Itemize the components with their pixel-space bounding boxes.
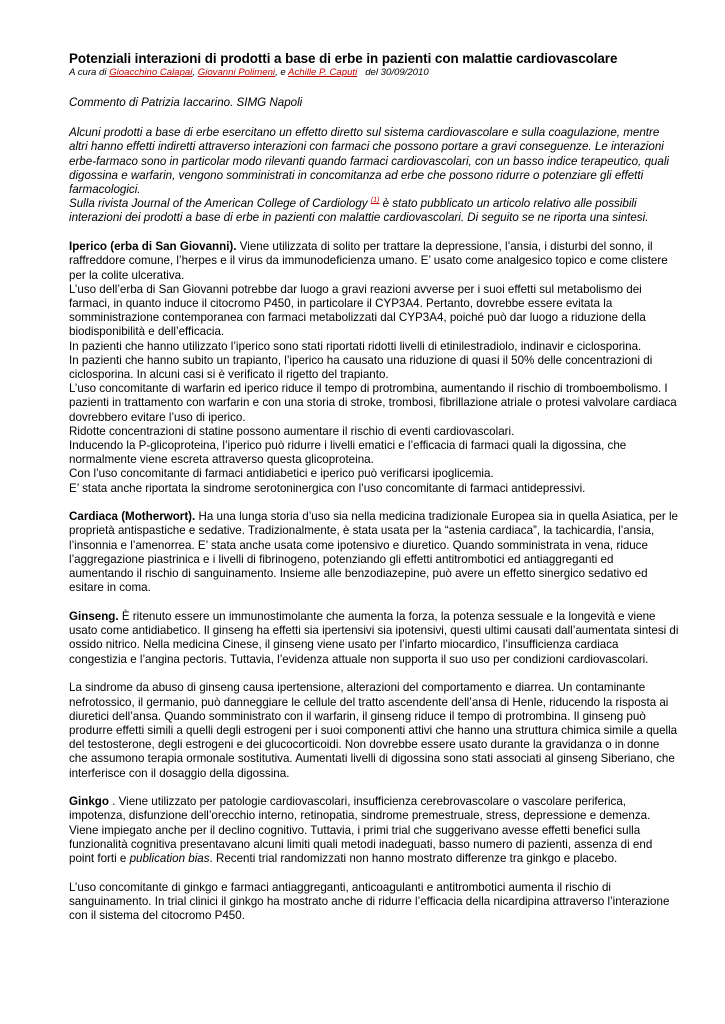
intro-paragraph: Alcuni prodotti a base di erbe esercitano un effetto diretto sul sistema cardiovascolare e sulla coagulazione, mentre altri hanno effetti indiretti attraverso interazioni con farmaci che possono portare a gravi conseguenze. Le interazioni erbe-farmaco sono in particolar modo rilevanti quando farmaci cardiovascolari, con un basso indice terapeutico, quali digossina e warfarin, vengono somministrati in concomitanza ad erbe che possono ridurre o potenziare gli effetti farmacologici.: [69, 126, 669, 197]
reference-link[interactable]: (1): [370, 197, 380, 205]
author-separator: , e: [275, 67, 289, 78]
author-separator: ,: [192, 67, 198, 78]
journal-text-after: è stato pubblicato un articolo relativo alle possibili interazioni dei prodotti a base di erbe in pazienti con malattie cardiovascolari. Di seguito se ne riporta una sintesi.: [69, 197, 649, 225]
cardiaca-paragraph: [69, 510, 679, 595]
byline: [69, 67, 679, 79]
intro-section: [69, 126, 679, 225]
iperico-line: Viene utilizzata di solito per trattare la depressione, l’ansia, i disturbi del sonno, il raffreddore comune, l’herpes e il virus da immunodeficienza umano. E’ usato come analgesico topico e come clistere per la colite ulcerativa.: [69, 240, 668, 282]
iperico-paragraph: [69, 240, 679, 283]
cardiaca-text: Ha una lunga storia d’uso sia nella medicina tradizionale Europea sia in quella Asiatica, per le proprietà antispastiche e sedative. Tradizionalmente, è stata usata per la “astenia cardiaca”, la tachicardia, l’ansia, l’insonnia e l’amenorrea. E’ stata anche usata come ipotensivo e diuretico. Quando somministrata in vena, riduce l’aggregazione piastrinica e i livelli di fibrinogeno, potenziando gli effetti antitrombotici ed antiaggreganti ed aumentando il rischio di sanguinamento. Insieme alle benzodiazepine, può avere un effetto sinergico sedativo ed esitare in coma.: [69, 510, 678, 595]
iperico-line: In pazienti che hanno utilizzato l’iperico sono stati riportati ridotti livelli di etinilestradiolo, indinavir e ciclosporina.: [69, 339, 642, 353]
journal-paragraph: [69, 197, 679, 225]
author-link-calapai[interactable]: Gioacchino Calapai: [109, 67, 193, 78]
ginkgo-heading: Ginkgo: [69, 795, 109, 809]
publication-date: del 30/09/2010: [365, 67, 429, 78]
ginkgo-text: . Viene utilizzato per patologie cardiovascolari, insufficienza cerebrovascolare o vascolare periferica, impotenza, disfunzione dell’orecchio interno, retinopatia, sindrome premestruale, stress, depressione e demenza. Viene impiegato anche per il declino cognitivo. Tuttavia, i primi trial che suggerivano avesse effetti benefici sulla funzionalità cognitiva presentavano alcuni limiti quali metodi inadeguati, basso numero di pazienti, assenza di end point forti e: [69, 795, 653, 866]
iperico-line: Inducendo la P-glicoproteina, l’iperico può ridurre i livelli ematici e l’efficacia di farmaci quali la digossina, che normalmente viene escreta attraverso questa glicoproteina.: [69, 438, 627, 467]
iperico-line: L’uso concomitante di warfarin ed iperico riduce il tempo di protrombina, aumentando il rischio di tromboembolismo. I pazienti in trattamento con warfarin e con una storia di stroke, trombosi, fibrillazione atriale o protesi valvolare cardiaca dovrebbero evitare l’uso di iperico.: [69, 382, 677, 424]
ginseng-paragraph-2: La sindrome da abuso di ginseng causa ipertensione, alterazioni del comportamento e diarrea. Un contaminante nefrotossico, il germanio, può danneggiare le cellule del tratto ascendente dell’ansa di Henle, riducendo la risposta ai diuretici dell’ansa. Quando somministrato con il warfarin, il ginseng riduce il tempo di protrombina. Il ginseng può produrre effetti simili a quelli degli estrogeni per i suoi componenti attivi che hanno una struttura chimica simile a quella del testosterone, degli estrogeni e dei glucocorticoidi. Non dovrebbe essere usato durante la gravidanza o in donne che assumono terapia ormonale sostitutiva. Aumentati livelli di digossina sono stati associati al ginseng Siberiano, che interferisce con il dosaggio della digossina.: [69, 681, 678, 780]
iperico-line: In pazienti che hanno subito un trapianto, l’iperico ha causato una riduzione di quasi il 50% delle concentrazioni di ciclosporina. In alcuni casi si è verificato il rigetto del trapianto.: [69, 353, 653, 381]
section-ginkgo: [69, 795, 679, 923]
iperico-line: E’ stata anche riportata la sindrome serotoninergica con l’uso concomitante di farmaci antidepressivi.: [69, 481, 586, 495]
document-page: [69, 50, 679, 923]
ginseng-text: È ritenuto essere un immunostimolante che aumenta la forza, la potenza sessuale e la longevità e viene usato come antidiabetico. Il ginseng ha effetti sia ipertensivi sia ipotensivi, questi ultimi causati dall’aumentata sintesi di ossido nitrico. Nella medicina Cinese, il ginseng viene usato per l’infarto miocardico, l’insufficienza cardiaca congestizia e l’angina pectoris. Tuttavia, l’evidenza attuale non supporta il suo uso per condizioni cardiovascolari.: [69, 610, 679, 666]
iperico-heading: Iperico (erba di San Giovanni).: [69, 240, 237, 254]
author-link-caputi[interactable]: Achille P. Caputi: [288, 67, 358, 78]
publication-bias-term: publication bias: [129, 852, 210, 866]
section-cardiaca: [69, 510, 679, 595]
comment-line: Commento di Patrizia Iaccarino. SIMG Napoli: [69, 96, 303, 109]
ginkgo-paragraph: [69, 795, 679, 866]
section-ginseng: [69, 610, 679, 781]
ginkgo-paragraph-2: L’uso concomitante di ginkgo e farmaci antiaggreganti, anticoagulanti e antitrombotici aumenta il rischio di sanguinamento. In trial clinici il ginkgo ha mostrato anche di ridurre l’efficacia della nicardipina attraverso l’interazione con il sistema del citocromo P450.: [69, 880, 670, 923]
iperico-line: L’uso dell’erba di San Giovanni potrebbe dar luogo a gravi reazioni avverse per i suoi effetti sul metabolismo dei farmaci, in quanto induce il citocromo P450, in particolare il CYP3A4. Pertanto, dovrebbe essere evitata la somministrazione contemporanea con farmaci metabolizzati dal CYP3A4, poiché può dar luogo a riduzione della biodisponibilità e dell’efficacia.: [69, 282, 646, 339]
byline-prefix: A cura di: [69, 67, 107, 78]
section-iperico: [69, 240, 679, 496]
journal-text: Sulla rivista Journal of the American College of Cardiology: [69, 197, 368, 211]
iperico-line: Ridotte concentrazioni di statine possono aumentare il rischio di eventi cardiovascolari.: [69, 424, 515, 438]
ginseng-heading: Ginseng.: [69, 610, 119, 623]
ginkgo-text-after: . Recenti trial randomizzati non hanno mostrato differenze tra ginkgo e placebo.: [209, 852, 618, 866]
author-link-polimeni[interactable]: Giovanni Polimeni: [197, 67, 276, 78]
iperico-line: Con l’uso concomitante di farmaci antidiabetici e iperico può verificarsi ipoglicemia.: [69, 467, 494, 481]
page-title: Potenziali interazioni di prodotti a base di erbe in pazienti con malattie cardiovascolare: [69, 51, 618, 66]
cardiaca-heading: Cardiaca (Motherwort).: [69, 510, 196, 524]
ginseng-paragraph: [69, 610, 679, 667]
